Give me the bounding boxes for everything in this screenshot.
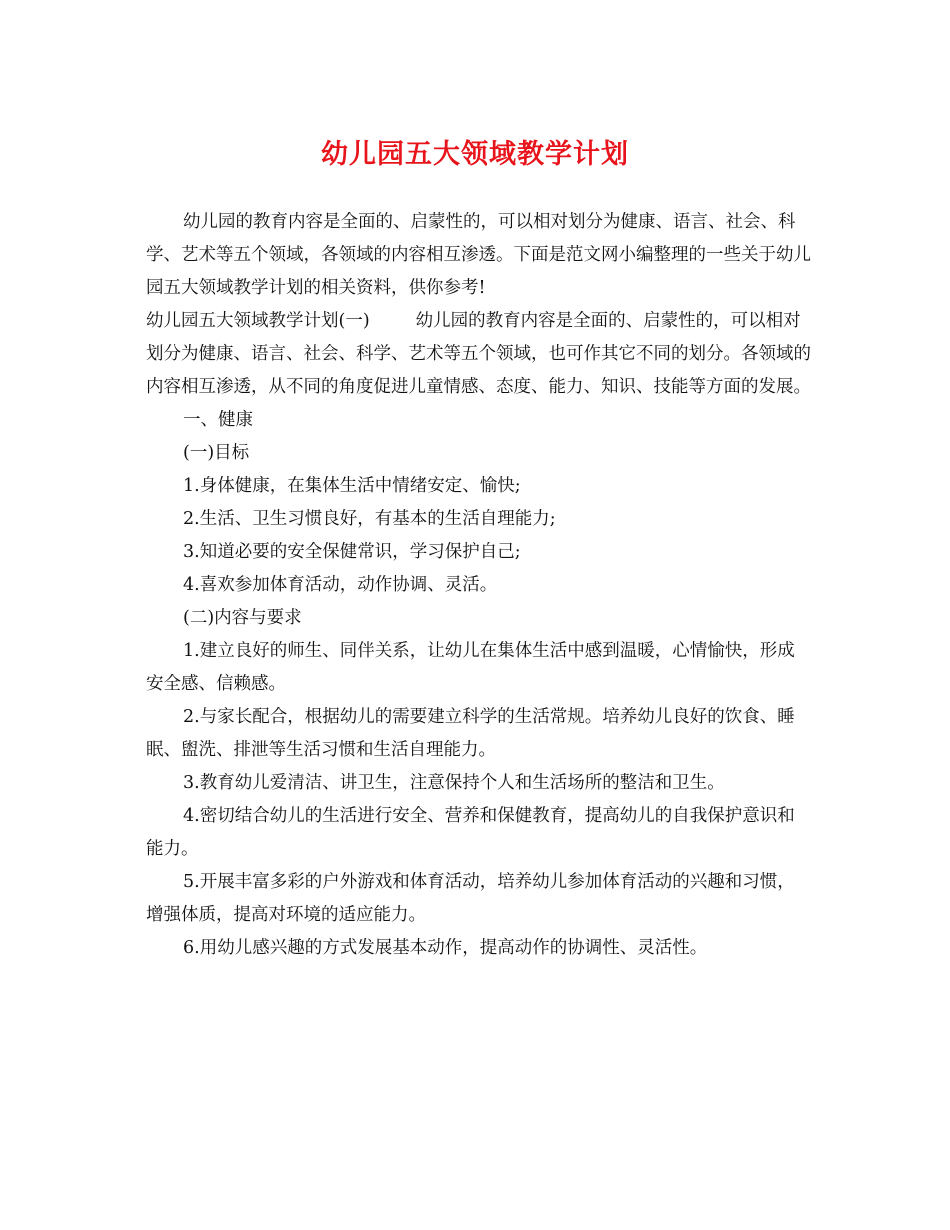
goals-heading: (一)目标 <box>183 443 250 463</box>
section-paragraph <box>146 305 812 404</box>
requirement-item: 5.开展丰富多彩的户外游戏和体育活动，培养幼儿参加体育活动的兴趣和习惯，增强体质，提高对环境的适应能力。 <box>146 872 795 925</box>
requirement-item: 4.密切结合幼儿的生活进行安全、营养和保健教育，提高幼儿的自我保护意识和能力。 <box>146 806 795 859</box>
health-heading: 一、健康 <box>183 410 253 430</box>
goal-item: 2.生活、卫生习惯良好，有基本的生活自理能力; <box>183 509 556 529</box>
document-title: 幼儿园五大领域教学计划 <box>321 139 629 170</box>
requirement-item: 3.教育幼儿爱清洁、讲卫生，注意保持个人和生活场所的整洁和卫生。 <box>183 773 725 793</box>
requirement-item: 2.与家长配合，根据幼儿的需要建立科学的生活常规。培养幼儿良好的饮食、睡眠、盥洗、排泄等生活习惯和生活自理能力。 <box>146 707 795 760</box>
section-intro: 幼儿园的教育内容是全面的、启蒙性的，可以相对划分为健康、语言、社会、科学、艺术等五个领域，也可作其它不同的划分。各领域的内容相互渗透，从不同的角度促进儿童情感、态度、能力、知识、技能等方面的发展。 <box>146 311 811 397</box>
goal-item: 4.喜欢参加体育活动，动作协调、灵活。 <box>183 575 498 595</box>
goal-item: 1.身体健康，在集体生活中情绪安定、愉快; <box>183 476 521 496</box>
document-body <box>146 206 812 965</box>
requirement-item: 1.建立良好的师生、同伴关系，让幼儿在集体生活中感到温暖，心情愉快，形成安全感、信赖感。 <box>146 641 795 694</box>
requirements-heading: (二)内容与要求 <box>183 608 302 628</box>
intro-paragraph: 幼儿园的教育内容是全面的、启蒙性的，可以相对划分为健康、语言、社会、科学、艺术等五个领域，各领域的内容相互渗透。下面是范文网小编整理的一些关于幼儿园五大领域教学计划的相关资料，供你参考! <box>146 212 811 298</box>
requirement-item: 6.用幼儿感兴趣的方式发展基本动作，提高动作的协调性、灵活性。 <box>183 938 708 958</box>
section-heading: 幼儿园五大领域教学计划(一) <box>146 311 370 331</box>
goal-item: 3.知道必要的安全保健常识，学习保护自己; <box>183 542 521 562</box>
